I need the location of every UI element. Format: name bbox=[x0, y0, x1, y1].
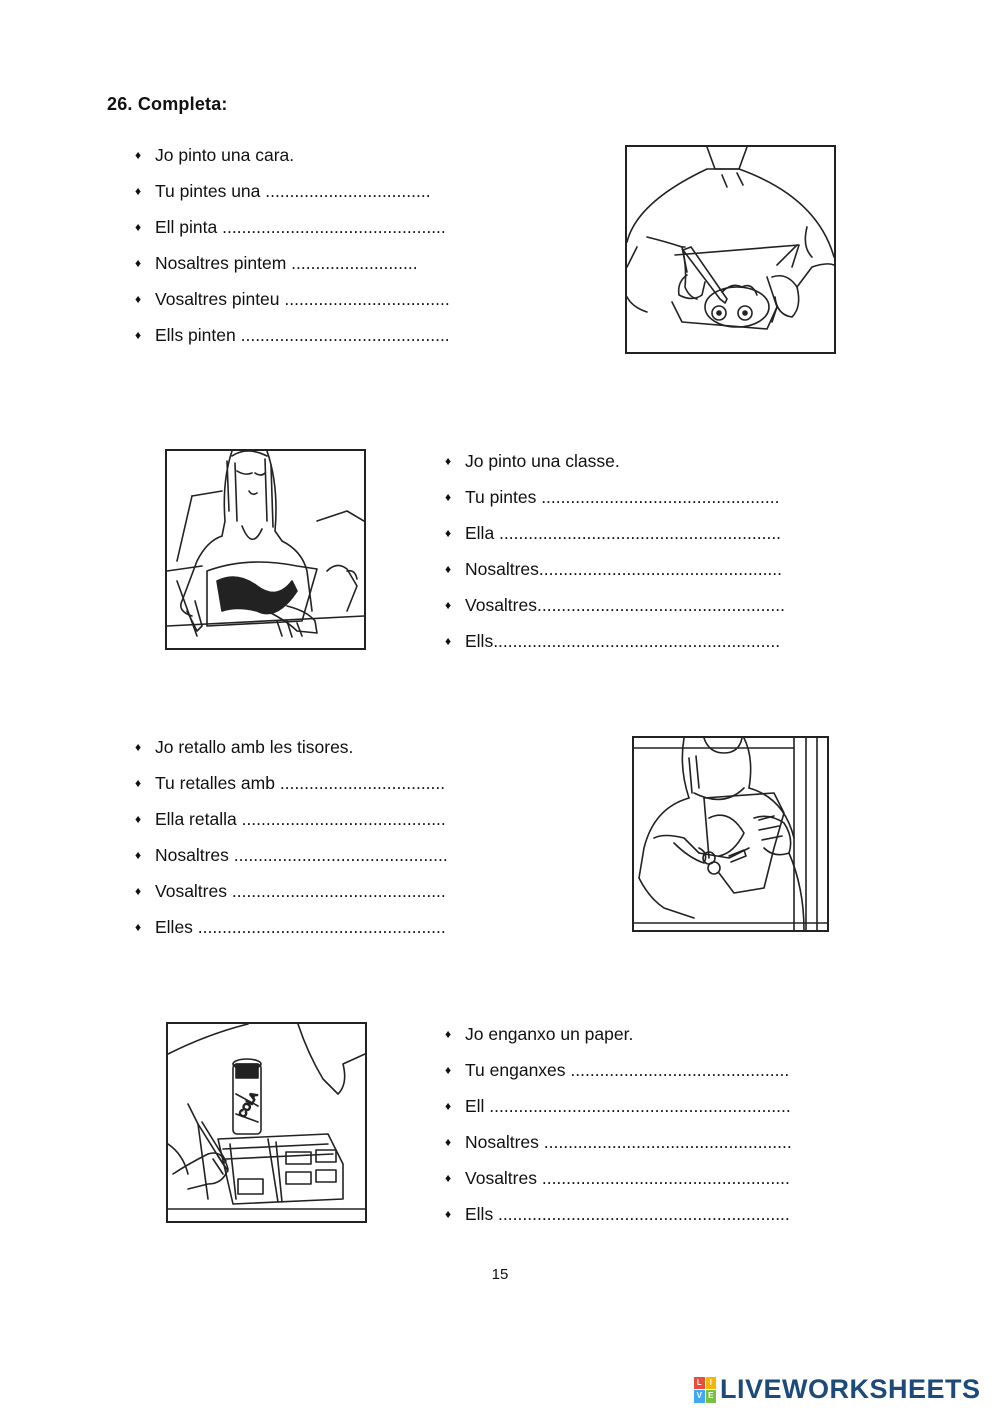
list-item-text[interactable]: Ells ............................................................ bbox=[465, 1204, 790, 1224]
list-item[interactable] bbox=[135, 179, 450, 215]
list-item bbox=[135, 143, 450, 179]
list-item[interactable] bbox=[445, 1094, 792, 1130]
section-3-list bbox=[135, 735, 448, 951]
list-item-text[interactable]: Nosaltres pintem .......................... bbox=[155, 253, 418, 273]
list-item-text: Jo pinto una classe. bbox=[465, 451, 620, 471]
list-item[interactable] bbox=[135, 323, 450, 359]
brand-name: LIVEWORKSHEETS bbox=[720, 1374, 981, 1404]
list-item[interactable] bbox=[135, 251, 450, 287]
list-item-text[interactable]: Ella .......................................................... bbox=[465, 523, 782, 543]
bullet-icon: ♦ bbox=[445, 598, 452, 612]
logo-cell: E bbox=[706, 1390, 717, 1403]
illustration-cutting-paper bbox=[632, 736, 829, 932]
list-item[interactable] bbox=[445, 485, 785, 521]
bullet-icon: ♦ bbox=[135, 848, 142, 862]
liveworksheets-brand bbox=[694, 1374, 981, 1405]
bullet-icon: ♦ bbox=[135, 256, 142, 270]
bullet-icon: ♦ bbox=[445, 1063, 452, 1077]
bullet-icon: ♦ bbox=[445, 490, 452, 504]
list-item[interactable] bbox=[135, 879, 448, 915]
list-item bbox=[445, 449, 785, 485]
logo-cell: L bbox=[694, 1377, 705, 1390]
list-item-text[interactable]: Vosaltres ................................................... bbox=[465, 1168, 790, 1188]
bullet-icon: ♦ bbox=[445, 1207, 452, 1221]
bullet-icon: ♦ bbox=[135, 328, 142, 342]
illustration-girl-painting bbox=[165, 449, 366, 650]
list-item[interactable] bbox=[445, 557, 785, 593]
list-item[interactable] bbox=[135, 915, 448, 951]
bullet-icon: ♦ bbox=[135, 884, 142, 898]
bullet-icon: ♦ bbox=[445, 526, 452, 540]
section-2-list bbox=[445, 449, 785, 665]
bullet-icon: ♦ bbox=[135, 148, 142, 162]
section-4-list bbox=[445, 1022, 792, 1238]
bullet-icon: ♦ bbox=[135, 920, 142, 934]
bullet-icon: ♦ bbox=[445, 562, 452, 576]
list-item-text[interactable]: Tu enganxes ............................................. bbox=[465, 1060, 790, 1080]
glue-label: COLA bbox=[237, 1090, 261, 1120]
list-item-text[interactable]: Nosaltres ............................................ bbox=[155, 845, 448, 865]
bullet-icon: ♦ bbox=[445, 1027, 452, 1041]
list-item-text[interactable]: Ella retalla .......................................... bbox=[155, 809, 446, 829]
list-item-text[interactable]: Vosaltres pinteu .................................. bbox=[155, 289, 450, 309]
list-item-text[interactable]: Nosaltres.................................................. bbox=[465, 559, 783, 579]
list-item-text[interactable]: Ells........................................................... bbox=[465, 631, 781, 651]
bullet-icon: ♦ bbox=[445, 454, 452, 468]
logo-cell: I bbox=[706, 1377, 717, 1390]
bullet-icon: ♦ bbox=[135, 812, 142, 826]
bullet-icon: ♦ bbox=[135, 184, 142, 198]
list-item[interactable] bbox=[135, 771, 448, 807]
illustration-gluing-paper bbox=[166, 1022, 367, 1223]
bullet-icon: ♦ bbox=[135, 220, 142, 234]
list-item-text: Jo enganxo un paper. bbox=[465, 1024, 634, 1044]
list-item[interactable] bbox=[445, 1058, 792, 1094]
list-item-text[interactable]: Vosaltres................................................... bbox=[465, 595, 785, 615]
list-item[interactable] bbox=[445, 1130, 792, 1166]
list-item[interactable] bbox=[445, 1166, 792, 1202]
bullet-icon: ♦ bbox=[445, 1099, 452, 1113]
list-item-text[interactable]: Tu retalles amb .................................. bbox=[155, 773, 446, 793]
bullet-icon: ♦ bbox=[135, 740, 142, 754]
illustration-painting-face bbox=[625, 145, 836, 354]
list-item-text[interactable]: Ells pinten ........................................... bbox=[155, 325, 450, 345]
logo-cell: V bbox=[694, 1390, 705, 1403]
list-item[interactable] bbox=[445, 1202, 792, 1238]
section-1-list bbox=[135, 143, 450, 359]
list-item bbox=[135, 735, 448, 771]
list-item-text[interactable]: Tu pintes ................................................. bbox=[465, 487, 780, 507]
list-item[interactable] bbox=[135, 843, 448, 879]
list-item[interactable] bbox=[445, 629, 785, 665]
list-item bbox=[445, 1022, 792, 1058]
list-item-text[interactable]: Elles ................................................... bbox=[155, 917, 446, 937]
bullet-icon: ♦ bbox=[135, 776, 142, 790]
list-item-text[interactable]: Tu pintes una .................................. bbox=[155, 181, 431, 201]
list-item[interactable] bbox=[135, 287, 450, 323]
list-item[interactable] bbox=[445, 593, 785, 629]
bullet-icon: ♦ bbox=[445, 634, 452, 648]
list-item[interactable] bbox=[135, 215, 450, 251]
list-item-text: Jo retallo amb les tisores. bbox=[155, 737, 354, 757]
list-item[interactable] bbox=[135, 807, 448, 843]
list-item-text: Jo pinto una cara. bbox=[155, 145, 295, 165]
bullet-icon: ♦ bbox=[135, 292, 142, 306]
liveworksheets-logo-icon bbox=[694, 1377, 716, 1403]
bullet-icon: ♦ bbox=[445, 1171, 452, 1185]
list-item[interactable] bbox=[445, 521, 785, 557]
page-number: 15 bbox=[491, 1266, 509, 1283]
bullet-icon: ♦ bbox=[445, 1135, 452, 1149]
list-item-text[interactable]: Vosaltres ............................................ bbox=[155, 881, 446, 901]
list-item-text[interactable]: Ell .............................................................. bbox=[465, 1096, 791, 1116]
list-item-text[interactable]: Nosaltres ................................................... bbox=[465, 1132, 792, 1152]
list-item-text[interactable]: Ell pinta .............................................. bbox=[155, 217, 446, 237]
exercise-title: 26. Completa: bbox=[107, 94, 228, 114]
